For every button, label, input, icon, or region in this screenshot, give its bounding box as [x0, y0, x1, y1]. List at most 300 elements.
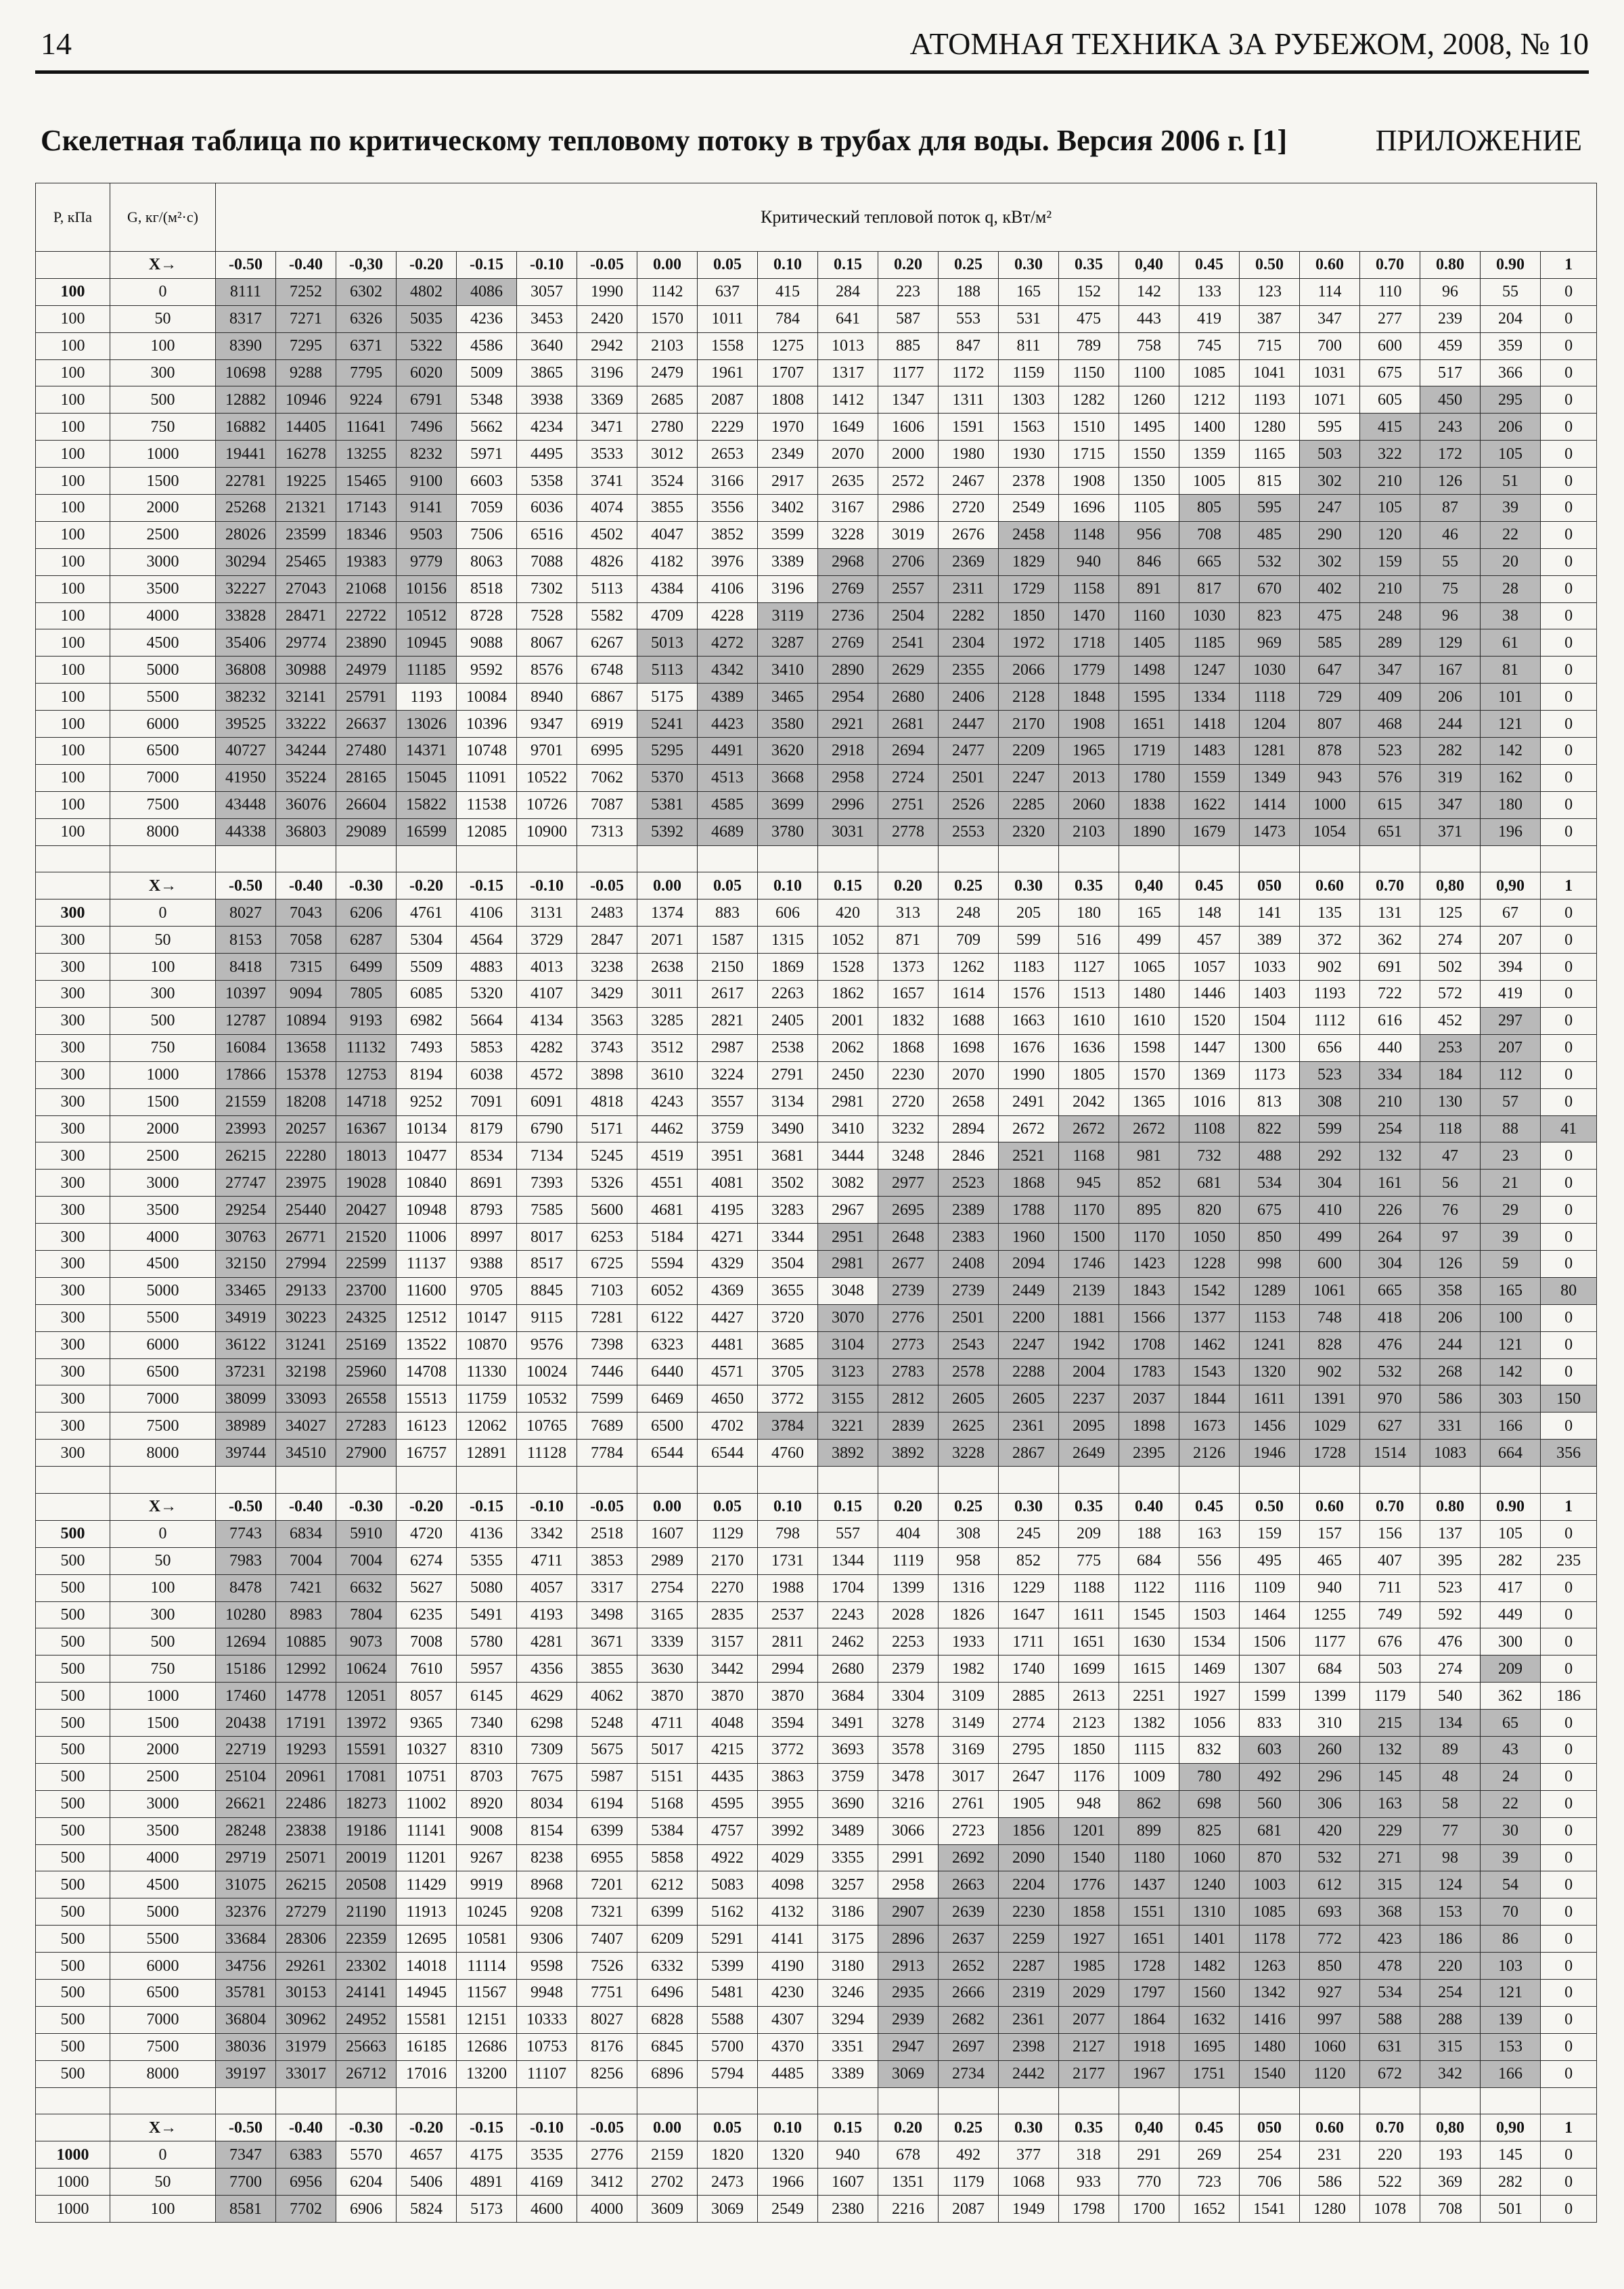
chf-value-cell: 5013	[637, 629, 698, 657]
chf-value-cell: 0	[1541, 1331, 1597, 1358]
chf-value-cell: 22719	[216, 1736, 276, 1763]
chf-value-cell: 1399	[878, 1574, 939, 1601]
chf-value-cell: 186	[1541, 1683, 1597, 1710]
chf-value-cell: 9267	[457, 1844, 517, 1871]
mass-flux-cell: 750	[110, 414, 216, 441]
chf-value-cell: 23838	[276, 1817, 336, 1844]
chf-value-cell: 13255	[336, 441, 397, 468]
chf-value-cell: 1576	[999, 981, 1059, 1008]
empty-cell	[698, 845, 758, 872]
chf-value-cell: 1263	[1240, 1953, 1300, 1980]
chf-value-cell: 2702	[637, 2169, 698, 2196]
chf-value-cell: 39	[1481, 1844, 1541, 1871]
chf-value-cell: 1122	[1119, 1574, 1179, 1601]
chf-value-cell: 18346	[336, 521, 397, 548]
chf-value-cell: 603	[1240, 1736, 1300, 1763]
chf-value-cell: 20961	[276, 1763, 336, 1790]
chf-value-cell: 2229	[698, 414, 758, 441]
chf-value-cell: 556	[1179, 1547, 1240, 1574]
chf-value-cell: 4282	[517, 1034, 577, 1061]
chf-value-cell: 6399	[637, 1898, 698, 1926]
empty-cell	[999, 845, 1059, 872]
empty-cell	[1541, 1467, 1597, 1494]
chf-value-cell: 572	[1420, 981, 1481, 1008]
chf-value-cell: 148	[1179, 899, 1240, 927]
mass-flux-cell: 6500	[110, 1358, 216, 1385]
chf-value-cell: 523	[1360, 738, 1420, 765]
chf-value-cell: 8027	[577, 2006, 637, 2033]
chf-value-cell: 1365	[1119, 1088, 1179, 1115]
chf-value-cell: 25960	[336, 1358, 397, 1385]
chf-value-cell: 2216	[878, 2196, 939, 2223]
chf-value-cell: 722	[1360, 981, 1420, 1008]
x-value-cell: -0.30	[336, 872, 397, 899]
chf-value-cell: 44338	[216, 818, 276, 845]
chf-value-cell: 347	[1420, 791, 1481, 818]
chf-value-cell: 681	[1179, 1170, 1240, 1197]
chf-value-cell: 159	[1360, 548, 1420, 575]
empty-cell	[36, 845, 110, 872]
chf-value-cell: 3066	[878, 1817, 939, 1844]
chf-value-cell: 2247	[999, 1331, 1059, 1358]
chf-value-cell: 1728	[1300, 1440, 1360, 1467]
chf-value-cell: 540	[1420, 1683, 1481, 1710]
chf-value-cell: 137	[1420, 1520, 1481, 1547]
pressure-cell: 300	[36, 954, 110, 981]
x-arrow-label: X→	[110, 2114, 216, 2141]
pressure-cell: 300	[36, 1197, 110, 1224]
x-value-cell: 0.00	[637, 872, 698, 899]
chf-value-cell: 3157	[698, 1628, 758, 1655]
chf-value-cell: 0	[1541, 521, 1597, 548]
mass-flux-cell: 500	[110, 1007, 216, 1034]
chf-value-cell: 1172	[939, 359, 999, 386]
pressure-cell: 300	[36, 1061, 110, 1088]
chf-value-cell: 3082	[818, 1170, 878, 1197]
chf-value-cell: 3155	[818, 1385, 878, 1413]
x-value-cell: 0.10	[758, 1493, 818, 1520]
chf-value-cell: 1100	[1119, 359, 1179, 386]
chf-value-cell: 10156	[397, 575, 457, 602]
empty-cell	[637, 845, 698, 872]
chf-value-cell: 6440	[637, 1358, 698, 1385]
x-value-cell: -0.15	[457, 252, 517, 279]
chf-value-cell: 10477	[397, 1142, 457, 1170]
chf-value-cell: 2625	[939, 1413, 999, 1440]
chf-value-cell: 30988	[276, 657, 336, 684]
chf-value-cell: 271	[1360, 1844, 1420, 1871]
chf-value-cell: 4585	[698, 791, 758, 818]
chf-value-cell: 899	[1119, 1817, 1179, 1844]
chf-value-cell: 1808	[758, 386, 818, 414]
chf-value-cell: 3048	[818, 1277, 878, 1304]
chf-value-cell: 7340	[457, 1710, 517, 1737]
chf-value-cell: 615	[1360, 791, 1420, 818]
chf-value-cell: 2839	[878, 1413, 939, 1440]
chf-value-cell: 4086	[457, 278, 517, 305]
chf-value-cell: 204	[1481, 305, 1541, 332]
chf-value-cell: 600	[1360, 332, 1420, 359]
chf-value-cell: 6267	[577, 629, 637, 657]
chf-value-cell: 1446	[1179, 981, 1240, 1008]
chf-value-cell: 3389	[818, 2060, 878, 2087]
chf-value-cell: 828	[1300, 1331, 1360, 1358]
empty-cell	[1119, 2087, 1179, 2114]
chf-value-cell: 5035	[397, 305, 457, 332]
chf-value-cell: 0	[1541, 1034, 1597, 1061]
chf-value-cell: 501	[1481, 2196, 1541, 2223]
chf-value-cell: 394	[1481, 954, 1541, 981]
chf-value-cell: 2103	[637, 332, 698, 359]
chf-value-cell: 4389	[698, 684, 758, 711]
pressure-cell: 500	[36, 1683, 110, 1710]
chf-value-cell: 4427	[698, 1304, 758, 1331]
chf-value-cell: 2259	[999, 1926, 1059, 1953]
mass-flux-column-header: G, кг/(м²·с)	[110, 183, 216, 252]
chf-value-cell: 244	[1420, 1331, 1481, 1358]
table-row	[36, 899, 1597, 927]
x-arrow-label: X→	[110, 252, 216, 279]
mass-flux-cell: 3500	[110, 1817, 216, 1844]
chf-value-cell: 0	[1541, 1655, 1597, 1683]
x-value-cell: -0.20	[397, 1493, 457, 1520]
chf-value-cell: 7675	[517, 1763, 577, 1790]
chf-value-cell: 595	[1300, 414, 1360, 441]
chf-value-cell: 1065	[1119, 954, 1179, 981]
chf-value-cell: 3410	[818, 1115, 878, 1142]
chf-value-cell: 1464	[1240, 1601, 1300, 1628]
chf-value-cell: 449	[1481, 1601, 1541, 1628]
chf-value-cell: 420	[1300, 1817, 1360, 1844]
chf-value-cell: 3681	[758, 1142, 818, 1170]
chf-value-cell: 8940	[517, 684, 577, 711]
empty-cell	[1119, 845, 1179, 872]
chf-value-cell: 6326	[336, 305, 397, 332]
chf-value-cell: 1898	[1119, 1413, 1179, 1440]
chf-value-cell: 1120	[1300, 2060, 1360, 2087]
chf-value-cell: 300	[1481, 1628, 1541, 1655]
chf-value-cell: 2672	[1059, 1115, 1119, 1142]
chf-value-cell: 6209	[637, 1926, 698, 1953]
chf-value-cell: 96	[1420, 602, 1481, 629]
chf-value-cell: 1990	[999, 1061, 1059, 1088]
chf-value-cell: 1606	[878, 414, 939, 441]
chf-value-cell: 5910	[336, 1520, 397, 1547]
chf-value-cell: 2958	[818, 764, 878, 791]
mass-flux-cell: 2500	[110, 1763, 216, 1790]
chf-value-cell: 7983	[216, 1547, 276, 1574]
chf-value-cell: 2282	[939, 602, 999, 629]
chf-value-cell: 28306	[276, 1926, 336, 1953]
chf-value-cell: 532	[1300, 1844, 1360, 1871]
chf-value-cell: 9008	[457, 1817, 517, 1844]
chf-value-cell: 2921	[818, 711, 878, 738]
chf-value-cell: 3892	[878, 1440, 939, 1467]
chf-value-cell: 4702	[698, 1413, 758, 1440]
chf-value-cell: 10624	[336, 1655, 397, 1683]
chf-value-cell: 3855	[637, 495, 698, 522]
mass-flux-cell: 5500	[110, 1304, 216, 1331]
chf-value-cell: 12151	[457, 2006, 517, 2033]
chf-value-cell: 3246	[818, 1980, 878, 2007]
x-value-cell: 0.80	[1420, 1493, 1481, 1520]
chf-value-cell: 6995	[577, 738, 637, 765]
chf-value-cell: 3699	[758, 791, 818, 818]
mass-flux-cell: 300	[110, 359, 216, 386]
chf-value-cell: 1350	[1119, 468, 1179, 495]
chf-value-cell: 8793	[457, 1197, 517, 1224]
chf-value-cell: 0	[1541, 495, 1597, 522]
chf-value-cell: 1551	[1119, 1898, 1179, 1926]
x-value-cell: 0.15	[818, 872, 878, 899]
chf-value-cell: 4818	[577, 1088, 637, 1115]
chf-value-cell: 833	[1240, 1710, 1300, 1737]
pressure-cell: 500	[36, 1871, 110, 1898]
chf-value-cell: 3655	[758, 1277, 818, 1304]
chf-value-cell: 1696	[1059, 495, 1119, 522]
chf-value-cell: 637	[698, 278, 758, 305]
chf-value-cell: 3471	[577, 414, 637, 441]
chf-value-cell: 10397	[216, 981, 276, 1008]
chf-value-cell: 0	[1541, 1413, 1597, 1440]
chf-value-cell: 21520	[336, 1224, 397, 1251]
chf-value-cell: 2467	[939, 468, 999, 495]
chf-value-cell: 3865	[517, 359, 577, 386]
chf-value-cell: 6383	[276, 2141, 336, 2169]
empty-cell	[110, 1467, 216, 1494]
chf-value-cell: 3389	[758, 548, 818, 575]
chf-value-cell: 7407	[577, 1926, 637, 1953]
chf-value-cell: 20508	[336, 1871, 397, 1898]
chf-value-cell: 1118	[1240, 684, 1300, 711]
chf-value-cell: 220	[1420, 1953, 1481, 1980]
table-row	[36, 1601, 1597, 1628]
chf-value-cell: 3109	[939, 1683, 999, 1710]
chf-value-cell: 6896	[637, 2060, 698, 2087]
chf-value-cell: 6500	[637, 1413, 698, 1440]
chf-value-cell: 33093	[276, 1385, 336, 1413]
empty-cell	[637, 1467, 698, 1494]
chf-value-cell: 2821	[698, 1007, 758, 1034]
chf-value-cell: 1142	[637, 278, 698, 305]
mass-flux-cell: 6500	[110, 1980, 216, 2007]
chf-value-cell: 1342	[1240, 1980, 1300, 2007]
chf-value-cell: 3283	[758, 1197, 818, 1224]
chf-value-cell: 1377	[1179, 1304, 1240, 1331]
chf-value-cell: 75	[1420, 575, 1481, 602]
chf-value-cell: 11141	[397, 1817, 457, 1844]
chf-value-cell: 1520	[1179, 1007, 1240, 1034]
chf-value-cell: 1033	[1240, 954, 1300, 981]
chf-value-cell: 4502	[577, 521, 637, 548]
chf-value-cell: 5570	[336, 2141, 397, 2169]
chf-value-cell: 4681	[637, 1197, 698, 1224]
x-value-cell: 0.45	[1179, 872, 1240, 899]
chf-value-cell: 1966	[758, 2169, 818, 2196]
chf-value-cell: 832	[1179, 1736, 1240, 1763]
mass-flux-cell: 50	[110, 2169, 216, 2196]
empty-cell	[878, 1467, 939, 1494]
x-value-cell: -0.10	[517, 872, 577, 899]
x-value-cell: -0.15	[457, 872, 517, 899]
chf-value-cell: 2739	[878, 1277, 939, 1304]
chf-value-cell: 209	[1481, 1655, 1541, 1683]
chf-value-cell: 17460	[216, 1683, 276, 1710]
chf-value-cell: 10945	[397, 629, 457, 657]
chf-value-cell: 39525	[216, 711, 276, 738]
empty-cell	[397, 845, 457, 872]
pressure-cell: 100	[36, 629, 110, 657]
chf-value-cell: 1180	[1119, 1844, 1179, 1871]
block-gap-row	[36, 1467, 1597, 1494]
block-gap-row	[36, 2087, 1597, 2114]
chf-value-cell: 12085	[457, 818, 517, 845]
chf-value-cell: 419	[1179, 305, 1240, 332]
chf-value-cell: 1700	[1119, 2196, 1179, 2223]
chf-value-cell: 1373	[878, 954, 939, 981]
chf-value-cell: 10748	[457, 738, 517, 765]
x-value-cell: -0.05	[577, 252, 637, 279]
chf-value-cell: 2681	[878, 711, 939, 738]
mass-flux-cell: 50	[110, 1547, 216, 1574]
chf-value-cell: 1240	[1179, 1871, 1240, 1898]
mass-flux-cell: 4000	[110, 1844, 216, 1871]
chf-value-cell: 282	[1481, 2169, 1541, 2196]
chf-value-cell: 2420	[577, 305, 637, 332]
chf-caption: Критический тепловой поток q, кВт/м²	[216, 183, 1597, 252]
chf-value-cell: 7526	[577, 1953, 637, 1980]
chf-value-cell: 157	[1300, 1520, 1360, 1547]
chf-value-cell: 1473	[1240, 818, 1300, 845]
chf-value-cell: 0	[1541, 305, 1597, 332]
empty-cell	[1360, 845, 1420, 872]
table-header-row	[36, 183, 1597, 252]
chf-value-cell: 167	[1420, 657, 1481, 684]
chf-value-cell: 3898	[577, 1061, 637, 1088]
chf-value-cell: 76	[1420, 1197, 1481, 1224]
x-values-row	[36, 872, 1597, 899]
chf-value-cell: 1632	[1179, 2006, 1240, 2033]
chf-value-cell: 2951	[818, 1224, 878, 1251]
chf-value-cell: 5481	[698, 1980, 758, 2007]
chf-value-cell: 3465	[758, 684, 818, 711]
chf-value-cell: 0	[1541, 1170, 1597, 1197]
chf-value-cell: 105	[1481, 1520, 1541, 1547]
chf-value-cell: 4193	[517, 1601, 577, 1628]
chf-value-cell: 684	[1300, 1655, 1360, 1683]
chf-value-cell: 1982	[939, 1655, 999, 1683]
chf-value-cell: 2578	[939, 1358, 999, 1385]
chf-value-cell: 1746	[1059, 1250, 1119, 1277]
chf-value-cell: 25104	[216, 1763, 276, 1790]
chf-value-cell: 1193	[1300, 981, 1360, 1008]
chf-value-cell: 16882	[216, 414, 276, 441]
x-value-cell: -0.10	[517, 252, 577, 279]
chf-value-cell: 0	[1541, 981, 1597, 1008]
chf-value-cell: 1416	[1240, 2006, 1300, 2033]
chf-value-cell: 12882	[216, 386, 276, 414]
chf-value-cell: 57	[1481, 1088, 1541, 1115]
chf-value-cell: 0	[1541, 2141, 1597, 2169]
chf-value-cell: 789	[1059, 332, 1119, 359]
chf-value-cell: 945	[1059, 1170, 1119, 1197]
table-row	[36, 1034, 1597, 1061]
chf-value-cell: 33017	[276, 2060, 336, 2087]
chf-value-cell: 10840	[397, 1170, 457, 1197]
chf-value-cell: 14018	[397, 1953, 457, 1980]
chf-value-cell: 14708	[397, 1358, 457, 1385]
chf-value-cell: 1599	[1240, 1683, 1300, 1710]
chf-value-cell: 130	[1420, 1088, 1481, 1115]
chf-value-cell: 1148	[1059, 521, 1119, 548]
pressure-cell: 100	[36, 602, 110, 629]
chf-value-cell: 1729	[999, 575, 1059, 602]
chf-value-cell: 2774	[999, 1710, 1059, 1737]
table-row	[36, 2169, 1597, 2196]
chf-value-cell: 595	[1240, 495, 1300, 522]
chf-value-cell: 2666	[939, 1980, 999, 2007]
chf-value-cell: 557	[818, 1520, 878, 1547]
chf-value-cell: 3992	[758, 1817, 818, 1844]
chf-value-cell: 665	[1179, 548, 1240, 575]
chf-value-cell: 1229	[999, 1574, 1059, 1601]
chf-value-cell: 0	[1541, 1790, 1597, 1817]
chf-value-cell: 1183	[999, 954, 1059, 981]
chf-value-cell: 25791	[336, 684, 397, 711]
chf-value-cell: 43	[1481, 1736, 1541, 1763]
chf-value-cell: 2553	[939, 818, 999, 845]
chf-value-cell: 2319	[999, 1980, 1059, 2007]
chf-value-cell: 2200	[999, 1304, 1059, 1331]
pressure-cell: 300	[36, 1007, 110, 1034]
chf-value-cell: 25663	[336, 2033, 397, 2060]
appendix-label: ПРИЛОЖЕНИЕ	[1375, 124, 1582, 157]
chf-value-cell: 523	[1300, 1061, 1360, 1088]
chf-value-cell: 193	[1420, 2141, 1481, 2169]
x-value-cell: -0.15	[457, 2114, 517, 2141]
chf-value-cell: 2638	[637, 954, 698, 981]
chf-value-cell: 36804	[216, 2006, 276, 2033]
chf-value-cell: 9252	[397, 1088, 457, 1115]
chf-value-cell: 1153	[1240, 1304, 1300, 1331]
chf-value-cell: 29133	[276, 1277, 336, 1304]
chf-value-cell: 120	[1360, 521, 1420, 548]
chf-value-cell: 11538	[457, 791, 517, 818]
chf-value-cell: 2812	[878, 1385, 939, 1413]
chf-value-cell: 334	[1360, 1061, 1420, 1088]
chf-value-cell: 7743	[216, 1520, 276, 1547]
chf-value-cell: 4243	[637, 1088, 698, 1115]
mass-flux-cell: 3500	[110, 575, 216, 602]
chf-skeleton-table	[35, 183, 1597, 2223]
chf-value-cell: 3557	[698, 1088, 758, 1115]
chf-value-cell: 0	[1541, 738, 1597, 765]
chf-value-cell: 2042	[1059, 1088, 1119, 1115]
chf-value-cell: 3442	[698, 1655, 758, 1683]
chf-value-cell: 1988	[758, 1574, 818, 1601]
chf-value-cell: 1965	[1059, 738, 1119, 765]
chf-value-cell: 1933	[939, 1628, 999, 1655]
chf-value-cell: 3224	[698, 1061, 758, 1088]
chf-value-cell: 32376	[216, 1898, 276, 1926]
chf-value-cell: 475	[1300, 602, 1360, 629]
chf-value-cell: 698	[1179, 1790, 1240, 1817]
chf-value-cell: 7805	[336, 981, 397, 1008]
chf-value-cell: 7585	[517, 1197, 577, 1224]
pressure-cell: 300	[36, 1224, 110, 1251]
x-value-cell: 0.35	[1059, 872, 1119, 899]
chf-value-cell: 3684	[818, 1683, 878, 1710]
